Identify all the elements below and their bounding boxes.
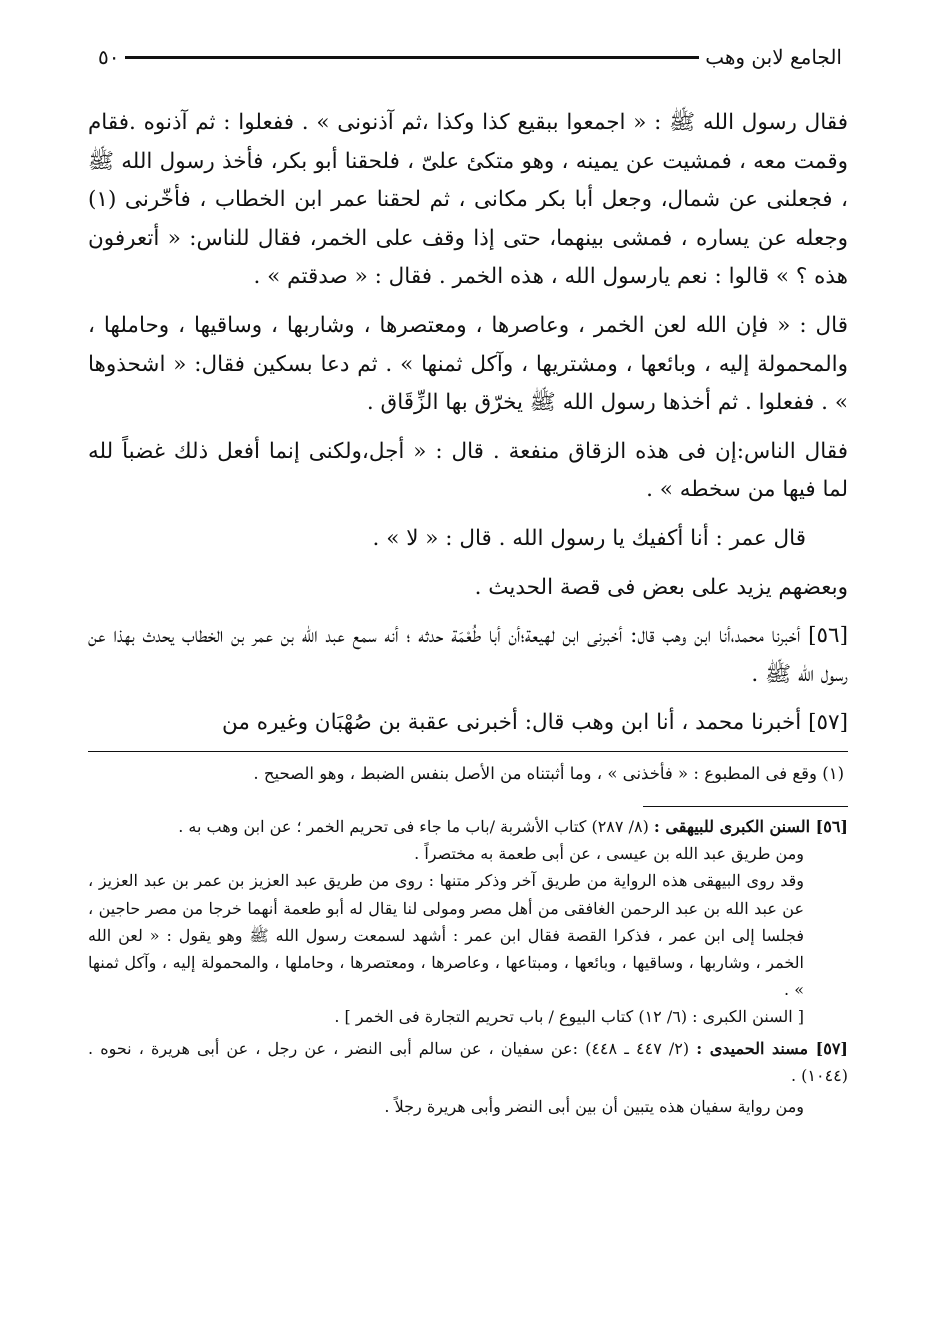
footnote: (١) وقع فى المطبوع : « فأخذنى » ، وما أثبتناه من الأصل بنفس الضبط ، وهو الصحيح . <box>253 763 844 783</box>
paragraph: قال : « فإن الله لعن الخمر ، وعاصرها ، ومعتصرها ، وشاربها ، وساقيها ، وحاملها ، والمحمولة إليه ، وبائعها ، ومشتريها ، وآكل ثمنها » . ثم دعا بسكين فقال: « اشحذوها » . ففعلوا . ثم أخذها رسول الله ﷺ يخرّق بها الزِّقَاق . <box>88 312 848 416</box>
source-56-label: [٥٦] السنن الكبرى للبيهقى : <box>653 816 848 836</box>
source-56-text: (٨/ ٢٨٧) كتاب الأشربة /باب ما جاء فى تحريم الخمر ؛ عن ابن وهب به . <box>178 816 649 836</box>
sources-section <box>88 813 848 1120</box>
source-56-reference: [ السنن الكبرى : (٦/ ١٢) كتاب البيوع / باب تحريم التجارة فى الخمر ] . <box>334 1007 804 1027</box>
paragraph: وبعضهم يزيد على بعض فى قصة الحديث . <box>474 574 848 600</box>
source-57-text: (٢/ ٤٤٧ ـ ٤٤٨) :عن سفيان ، عن سالم أبى النضر ، عن رجل ، عن أبى هريرة ، نحوه . (١٠٤٤) . <box>88 1038 848 1085</box>
book-title: الجامع لابن وهب <box>705 45 842 69</box>
hadith-57: [٥٧] أخبرنا محمد ، أنا ابن وهب قال: أخبرنى عقبة بن صُهْبَان وغيره من <box>222 710 848 736</box>
running-head <box>88 40 848 74</box>
source-56-note: ومن طريق عبد الله بن عيسى ، عن أبى طعمة به مختصراً . <box>414 844 804 864</box>
paragraph: فقال رسول الله ﷺ : « اجمعوا ببقيع كذا وكذا ،ثم آذنونى » . ففعلوا : ثم آذنوه .فقام وقمت معه ، فمشيت عن يمينه ، وهو متكئ علىّ ، فلحقنا أبو بكر، فأخذ رسول الله ﷺ ، فجعلنى عن شمال، وجعل أبا بكر مكانى ، ثم لحقنا عمر ابن الخطاب ، فأخّرنى (١) وجعله عن يساره ، فمشى بينهما، حتى إذا وقف على الخمر، فقال للناس: « أتعرفون هذه ؟ » قالوا : نعم يارسول الله ، هذه الخمر . فقال : « صدقتم » . <box>88 110 848 290</box>
paragraph: قال عمر : أنا أكفيك يا رسول الله . قال : « لا » . <box>372 525 806 551</box>
main-text <box>88 104 848 743</box>
header-rule <box>125 56 699 59</box>
footnote-rule <box>88 751 848 752</box>
source-57-note: ومن رواية سفيان هذه يتبين أن بين أبى النضر وأبى هريرة رجلاً . <box>384 1096 804 1116</box>
source-56-detail: وقد روى البيهقى هذه الرواية من طريق آخر وذكر متنها : روى من طريق عبد العزيز بن عمر بن عبد العزيز ، عن عبد الله بن عبد الرحمن الغافقى من أهل مصر ومولى لنا يقال له أبو طعمة أنهما خرجا من مصر حاجين ، فجلسا إلى ابن عمر ، فذكرا القصة فقال ابن عمر : أشهد لسمعت رسول الله ﷺ وهو يقول : « لعن الله الخمر ، وشاربها ، وساقيها ، وبائعها ، ومبتاعها ، وعاصرها ، ومعتصرها ، وحاملها ، والمحمولة إليه ، وآكل ثمنها » . <box>88 871 804 1000</box>
source-57-label: [٥٧] مسند الحميدى : <box>696 1038 848 1058</box>
source-57 <box>88 1035 848 1089</box>
sources-rule <box>643 806 848 807</box>
hadith-56: [٥٦] أخبرنا محمد،أنا ابن وهب قال: أخبرنى ابن لهيعة؛أن أبا طُعْمَة حدثه ؛ أنه سمع عبد الله بن عمر بن الخطاب يحدث بهذا عن رسول الله ﷺ . <box>88 623 848 687</box>
paragraph: فقال الناس:إن فى هذه الزقاق منفعة . قال : « أجل،ولكنى إنما أفعل ذلك غضباً لله لما فيها من سخطه » . <box>88 438 848 503</box>
source-56 <box>88 813 848 840</box>
page-number: ٥٠ <box>98 45 120 69</box>
book-page <box>88 40 848 1120</box>
